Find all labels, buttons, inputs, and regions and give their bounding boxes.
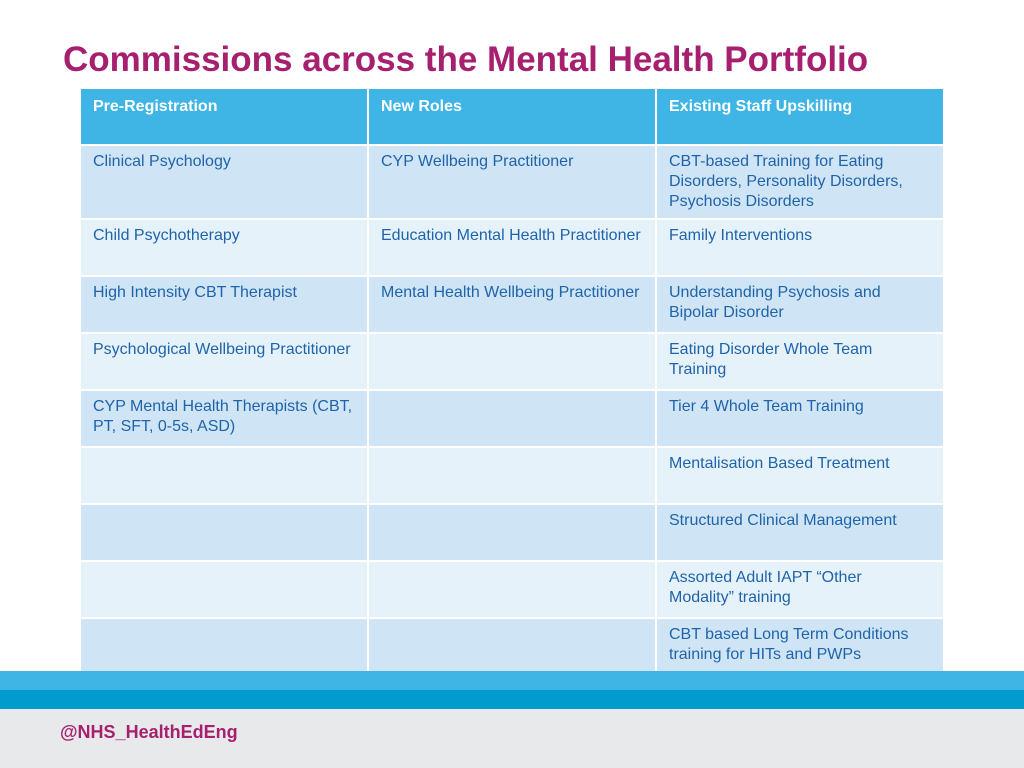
table-cell: Assorted Adult IAPT “Other Modality” training xyxy=(656,561,944,618)
twitter-handle: @NHS_HealthEdEng xyxy=(60,722,238,742)
table-cell: Child Psychotherapy xyxy=(80,219,368,276)
table-cell xyxy=(80,447,368,504)
table-cell: Understanding Psychosis and Bipolar Disorder xyxy=(656,276,944,333)
table-cell: Structured Clinical Management xyxy=(656,504,944,561)
table-cell xyxy=(80,618,368,675)
portfolio-table xyxy=(79,87,945,676)
table-row xyxy=(80,145,944,219)
table-cell: Psychological Wellbeing Practitioner xyxy=(80,333,368,390)
table-row xyxy=(80,390,944,447)
header-existing-staff-upskilling: Existing Staff Upskilling xyxy=(656,88,944,145)
table-cell xyxy=(368,561,656,618)
table-cell: Education Mental Health Practitioner xyxy=(368,219,656,276)
table-row xyxy=(80,333,944,390)
table-cell: Mentalisation Based Treatment xyxy=(656,447,944,504)
table-row xyxy=(80,561,944,618)
footer-accent-bar-dark xyxy=(0,690,1024,709)
header-pre-registration: Pre-Registration xyxy=(80,88,368,145)
table-cell: Mental Health Wellbeing Practitioner xyxy=(368,276,656,333)
table-cell: CYP Wellbeing Practitioner xyxy=(368,145,656,219)
table-row xyxy=(80,447,944,504)
footer-accent-bar-light xyxy=(0,671,1024,690)
table-row xyxy=(80,618,944,675)
table-cell: CBT-based Training for Eating Disorders, Personality Disorders, Psychosis Disorders xyxy=(656,145,944,219)
table-cell: Clinical Psychology xyxy=(80,145,368,219)
table-header-row xyxy=(80,88,944,145)
table-cell: Family Interventions xyxy=(656,219,944,276)
table-cell xyxy=(80,504,368,561)
table-cell xyxy=(368,504,656,561)
table-cell: CBT based Long Term Conditions training for HITs and PWPs xyxy=(656,618,944,675)
table-cell: CYP Mental Health Therapists (CBT, PT, SFT, 0-5s, ASD) xyxy=(80,390,368,447)
table-row xyxy=(80,504,944,561)
header-new-roles: New Roles xyxy=(368,88,656,145)
table-row xyxy=(80,219,944,276)
table-cell: High Intensity CBT Therapist xyxy=(80,276,368,333)
table-cell xyxy=(368,618,656,675)
table-cell xyxy=(368,390,656,447)
table-cell: Eating Disorder Whole Team Training xyxy=(656,333,944,390)
table-cell xyxy=(368,333,656,390)
page-title: Commissions across the Mental Health Portfolio xyxy=(63,40,869,79)
table-row xyxy=(80,276,944,333)
table-cell: Tier 4 Whole Team Training xyxy=(656,390,944,447)
table-cell xyxy=(80,561,368,618)
table-cell xyxy=(368,447,656,504)
